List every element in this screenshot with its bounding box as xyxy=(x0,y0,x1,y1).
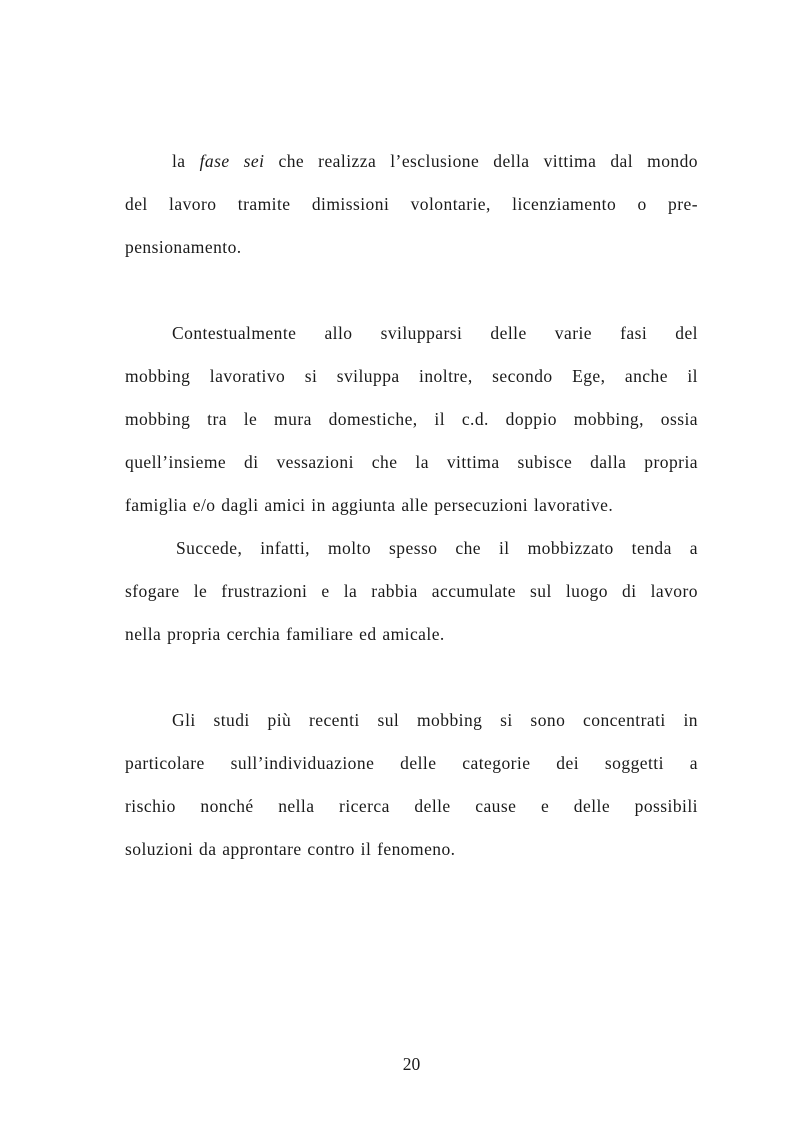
text-line xyxy=(125,140,698,183)
text-line: sfogare le frustrazioni e la rabbia accumulate sul luogo di lavoro xyxy=(125,581,698,601)
text-line: mobbing lavorativo si sviluppa inoltre, secondo Ege, anche il xyxy=(125,366,698,386)
paragraph-doppio-mobbing xyxy=(125,312,698,656)
text-line: Succede, infatti, molto spesso che il mobbizzato tenda a xyxy=(176,538,698,558)
text-line: del lavoro tramite dimissioni volontarie, licenziamento o pre- xyxy=(125,194,698,214)
text-fragment: la xyxy=(172,151,200,171)
text-line: famiglia e/o dagli amici in aggiunta alle persecuzioni lavorative. xyxy=(125,495,614,515)
text-line: mobbing tra le mura domestiche, il c.d. doppio mobbing, ossia xyxy=(125,409,698,429)
text-line: quell’insieme di vessazioni che la vittima subisce dalla propria xyxy=(125,452,698,472)
text-line: nella propria cerchia familiare ed amicale. xyxy=(125,624,445,644)
paragraph-fase-sei xyxy=(125,140,698,269)
italic-term: fase sei xyxy=(199,151,265,171)
text-line: Contestualmente allo svilupparsi delle varie fasi del xyxy=(172,323,698,343)
text-line: Gli studi più recenti sul mobbing si sono concentrati in xyxy=(172,710,698,730)
text-line: particolare sull’individuazione delle categorie dei soggetti a xyxy=(125,753,698,773)
text-fragment: che realizza l’esclusione della vittima dal mondo xyxy=(264,151,699,171)
text-line: soluzioni da approntare contro il fenomeno. xyxy=(125,839,456,859)
page-number: 20 xyxy=(402,1054,421,1074)
text-line: rischio nonché nella ricerca delle cause e delle possibili xyxy=(125,796,698,816)
text-line: pensionamento. xyxy=(125,237,242,257)
paragraph-studi-recenti xyxy=(125,699,698,871)
